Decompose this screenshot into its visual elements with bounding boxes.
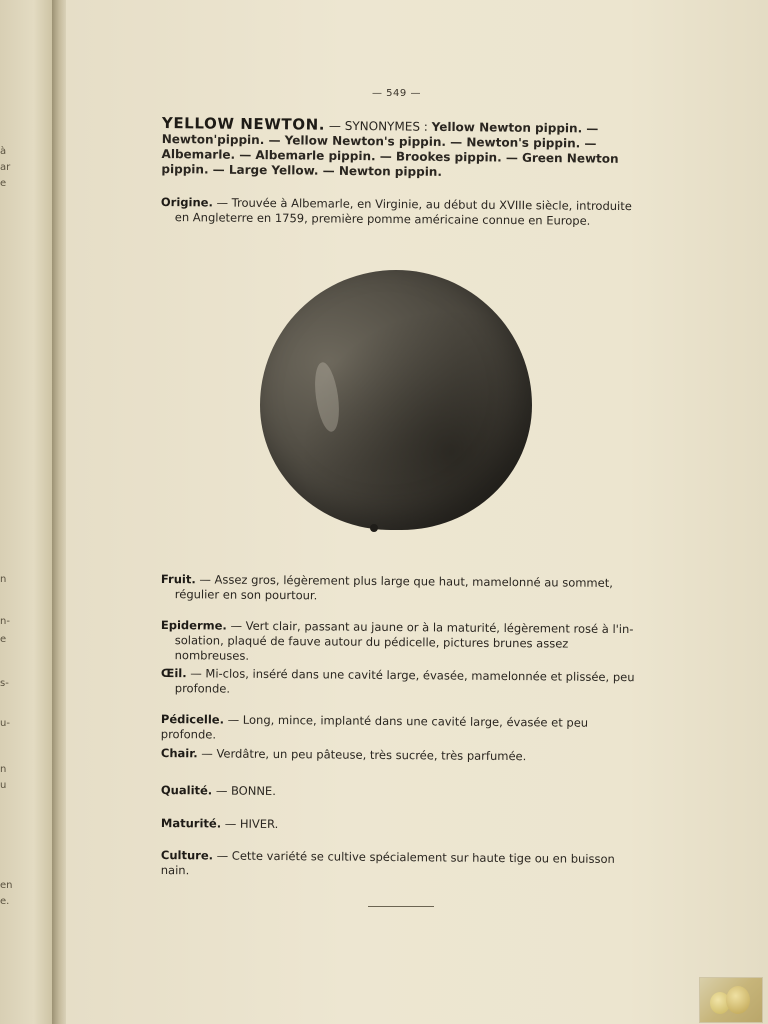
fruit-text-continued: régulier en son pourtour. (174, 587, 318, 603)
epiderme-text: — Vert clair, passant au jaune or à la maturité, légèrement rosé à l'in- (226, 618, 634, 637)
apple-photograph (258, 268, 536, 538)
left-page-edge (0, 0, 56, 1024)
origine-paragraph (161, 195, 637, 229)
synonyms-label: SYNONYMES : (344, 118, 432, 134)
oeil-paragraph (161, 666, 637, 700)
left-page-fragment: s- (0, 678, 9, 689)
maturite-text: — HIVER. (221, 816, 279, 832)
left-page-fragment: n (0, 574, 7, 585)
qualite-text: — BONNE. (212, 783, 276, 799)
origine-label: Origine. (160, 195, 213, 210)
apple-highlight (311, 361, 343, 433)
origine-text: — Trouvée à Albemarle, en Virginie, au début du XVIIIe siècle, introduite (212, 195, 632, 214)
epiderme-paragraph (161, 618, 637, 667)
culture-paragraph (161, 848, 637, 882)
left-page-fragment: à (0, 146, 7, 157)
fruit-text: — Assez gros, légèrement plus large que haut, mamelonné au sommet, (195, 572, 613, 590)
oeil-text: — Mi-clos, inséré dans une cavité large, évasée, mamelonnée et plissée, peu (186, 666, 635, 685)
chair-text: — Verdâtre, un peu pâteuse, très sucrée, très parfumée. (197, 746, 527, 764)
oeil-text-continued: profonde. (174, 681, 231, 696)
qualite-label: Qualité. (160, 783, 213, 798)
culture-label: Culture. (160, 848, 214, 863)
apple-stem (370, 524, 378, 532)
oeil-label: Œil. (160, 666, 187, 681)
maturite-label: Maturité. (160, 816, 222, 831)
apple-illustration (260, 270, 532, 530)
variety-title: YELLOW NEWTON. (161, 114, 326, 134)
epiderme-label: Epiderme. (160, 618, 227, 633)
chair-label: Chair. (160, 746, 198, 761)
thumbnail-apple-icon (726, 986, 750, 1014)
left-page-fragment: en (0, 880, 13, 891)
left-page-fragment: e (0, 178, 7, 189)
origine-text-continued: en Angleterre en 1759, première pomme américaine connue en Europe. (174, 210, 591, 228)
page-number: — 549 — (372, 88, 421, 99)
watermark-thumbnail (699, 977, 763, 1023)
end-divider (368, 906, 434, 907)
left-page-fragment: u- (0, 718, 10, 729)
variety-heading (161, 116, 636, 182)
synonyms-list: Yellow Newton pippin. — Newton'pippin. — Yellow Newton's pippin. — Newton's pippin. — Albemarle. — Albemarle pippin. — Brookes pippin. — Green Newton pippin. — Large Yellow. — Newton pippin. (161, 119, 619, 179)
heading-dash: — (325, 118, 345, 133)
left-page-fragment: e (0, 634, 7, 645)
pedicelle-text: — Long, mince, implanté dans une cavité large, évasée et peu profonde. (160, 712, 589, 742)
pedicelle-paragraph (161, 712, 637, 746)
pedicelle-label: Pédicelle. (160, 712, 225, 727)
epiderme-text-continued: solation, plaqué de fauve autour du pédicelle, pictures brunes assez nombreuses. (174, 633, 569, 663)
left-page-fragment: e. (0, 896, 10, 907)
fruit-paragraph (161, 572, 637, 606)
left-page-fragment: n (0, 764, 7, 775)
fruit-label: Fruit. (160, 572, 196, 587)
left-page-fragment: u (0, 780, 7, 791)
culture-text: — Cette variété se cultive spécialement sur haute tige ou en buisson nain. (160, 848, 615, 878)
left-page-fragment: n- (0, 616, 10, 627)
left-page-fragment: ar (0, 162, 11, 173)
